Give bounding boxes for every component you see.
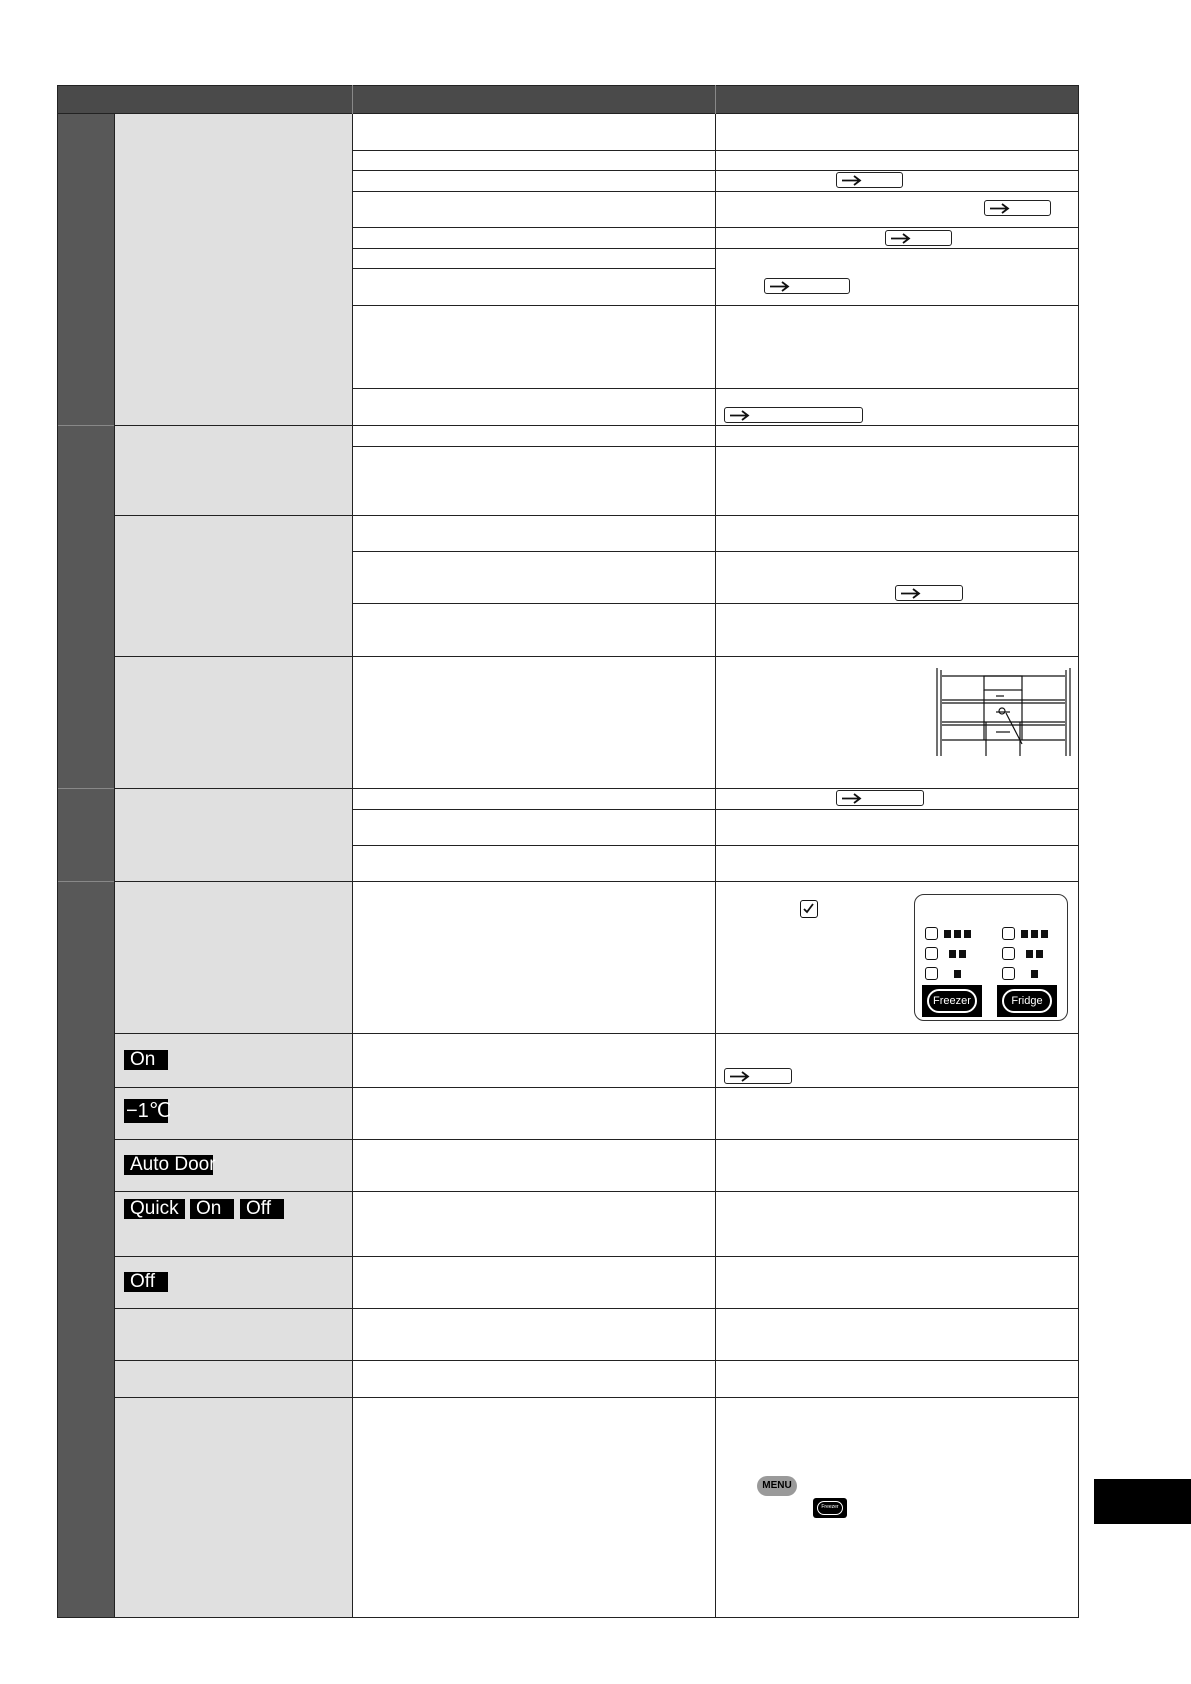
page-section-tab [1094,1479,1191,1524]
tag-off: Off [124,1272,168,1292]
arrow-right-icon [729,1071,751,1082]
table-header [57,85,1079,114]
arrow-right-icon [989,203,1011,214]
tag-on: On [124,1050,168,1070]
freezer-level-3-checkbox[interactable] [925,927,938,940]
freezer-button-label: Freezer [927,989,977,1013]
arrow-right-icon [841,793,863,804]
arrow-right-icon [841,175,863,186]
arrow-right-icon [890,233,912,244]
freezer-button[interactable] [922,985,982,1017]
side-tab-3 [57,788,114,881]
tag-minus-one-celsius: −1℃ [126,1100,172,1122]
fridge-level-3-checkbox[interactable] [1002,927,1015,940]
side-tab-1 [57,114,114,425]
menu-button-icon: MENU [757,1476,797,1496]
page-ref-arrow[interactable] [836,790,924,806]
freezer-button-icon-label: Freezer [817,1501,843,1515]
page-ref-arrow[interactable] [836,172,903,188]
fridge-level-1-checkbox[interactable] [1002,967,1015,980]
tag-quick: Quick [124,1199,185,1219]
freezer-level-1-checkbox[interactable] [925,967,938,980]
fridge-interior-illustration [934,666,1074,758]
side-tab-2 [57,425,114,788]
tag-on: On [190,1199,234,1219]
fridge-button[interactable] [997,985,1057,1017]
side-tab-4 [57,881,114,1617]
tag-auto-door: Auto Door [124,1155,213,1175]
freezer-button-icon [813,1498,847,1518]
category-column [114,114,352,1617]
page-ref-arrow[interactable] [764,278,850,294]
page-ref-arrow[interactable] [984,200,1051,216]
arrow-right-icon [900,588,922,599]
tag-off: Off [240,1199,284,1219]
fridge-button-label: Fridge [1002,989,1052,1013]
page-ref-arrow[interactable] [724,407,863,423]
page-ref-arrow[interactable] [885,230,952,246]
fridge-level-2-checkbox[interactable] [1002,947,1015,960]
arrow-right-icon [729,410,751,421]
page-ref-arrow[interactable] [895,585,963,601]
freezer-level-2-checkbox[interactable] [925,947,938,960]
page-ref-arrow[interactable] [724,1068,792,1084]
arrow-right-icon [769,281,791,292]
checkbox-checked-icon [800,900,818,918]
